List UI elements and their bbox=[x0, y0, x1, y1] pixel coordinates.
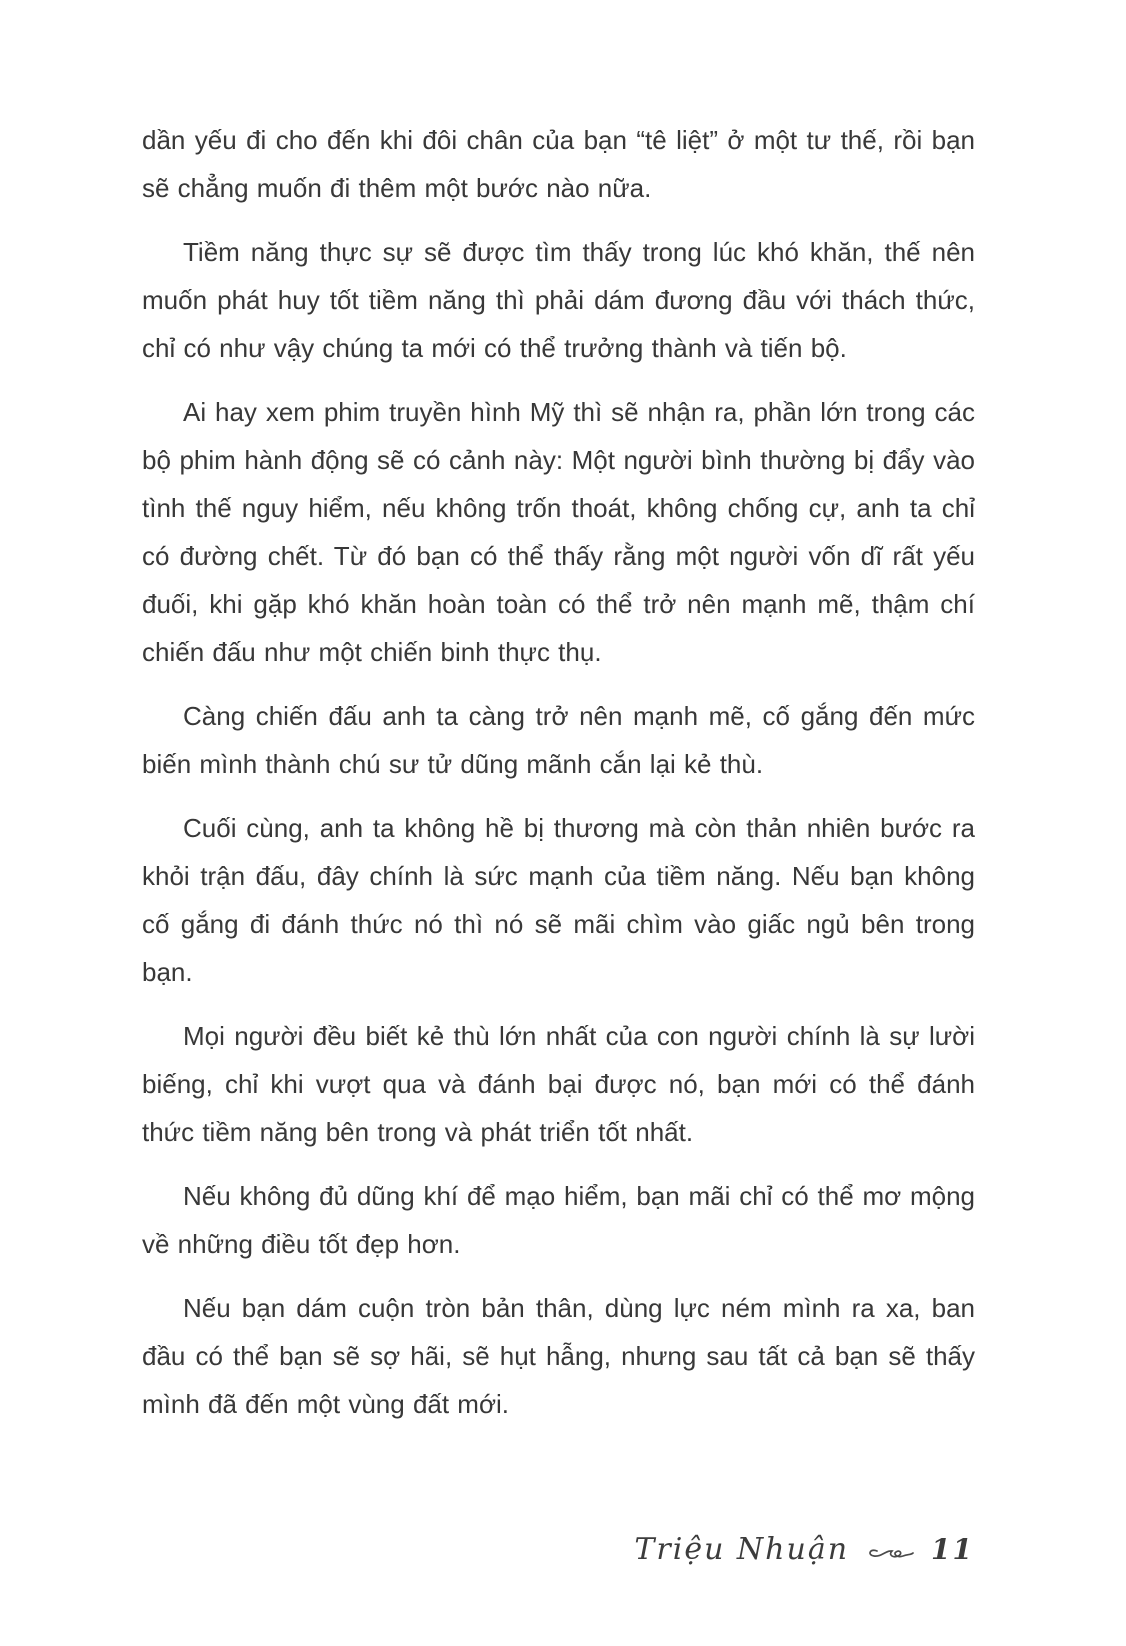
paragraph: Cuối cùng, anh ta không hề bị thương mà còn thản nhiên bước ra khỏi trận đấu, đây chính là sức mạnh của tiềm năng. Nếu bạn không cố gắng đi đánh thức nó thì nó sẽ mãi chìm vào giấc ngủ bên trong bạn. bbox=[142, 813, 975, 987]
paragraph: Càng chiến đấu anh ta càng trở nên mạnh mẽ, cố gắng đến mức biến mình thành chú sư tử dũng mãnh cắn lại kẻ thù. bbox=[142, 701, 975, 779]
paragraph: Ai hay xem phim truyền hình Mỹ thì sẽ nhận ra, phần lớn trong các bộ phim hành động sẽ có cảnh này: Một người bình thường bị đẩy vào tình thế nguy hiểm, nếu không trốn thoát, không chống cự, anh ta chỉ có đường chết. Từ đó bạn có thể thấy rằng một người vốn dĩ rất yếu đuối, khi gặp khó khăn hoàn toàn có thể trở nên mạnh mẽ, thậm chí chiến đấu như một chiến binh thực thụ. bbox=[142, 397, 975, 667]
author-name: Triệu Nhuận bbox=[634, 1532, 850, 1567]
page-footer bbox=[634, 1532, 974, 1567]
paragraph: Mọi người đều biết kẻ thù lớn nhất của con người chính là sự lười biếng, chỉ khi vượt qua và đánh bại được nó, bạn mới có thể đánh thức tiềm năng bên trong và phát triển tốt nhất. bbox=[142, 1021, 975, 1147]
paragraph: Tiềm năng thực sự sẽ được tìm thấy trong lúc khó khăn, thế nên muốn phát huy tốt tiềm năng thì phải dám đương đầu với thách thức, chỉ có như vậy chúng ta mới có thể trưởng thành và tiến bộ. bbox=[142, 237, 975, 363]
paragraph: Nếu không đủ dũng khí để mạo hiểm, bạn mãi chỉ có thể mơ mộng về những điều tốt đẹp hơn. bbox=[142, 1181, 975, 1259]
flourish-icon bbox=[865, 1543, 915, 1563]
page-number: 11 bbox=[931, 1533, 974, 1566]
paragraph: dần yếu đi cho đến khi đôi chân của bạn “tê liệt” ở một tư thế, rồi bạn sẽ chẳng muốn đi thêm một bước nào nữa. bbox=[142, 125, 975, 203]
paragraph: Nếu bạn dám cuộn tròn bản thân, dùng lực ném mình ra xa, ban đầu có thể bạn sẽ sợ hãi, sẽ hụt hẫng, nhưng sau tất cả bạn sẽ thấy mình đã đến một vùng đất mới. bbox=[142, 1293, 975, 1419]
page-body bbox=[142, 116, 975, 1444]
